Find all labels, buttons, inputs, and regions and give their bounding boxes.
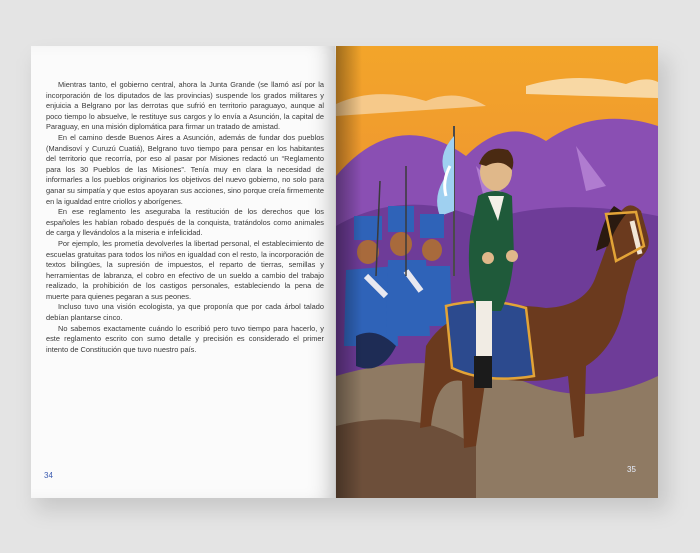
paragraph: Mientras tanto, el gobierno central, ahora la Junta Grande (se llamó así por la incorporación de los diputados de las provincias) suspende los grados militares y enjuicia a Belgrano por las derrotas que sufrió en territorio paraguayo, aunque al poco tiempo lo absuelve, le restituye sus cargos y lo envía a Asunción, la capital de Paraguay, en una misión diplomática para firmar un tratado de amistad.	[46, 80, 324, 132]
paragraph: Por ejemplo, les prometía devolverles la libertad personal, el establecimiento de escuelas gratuitas para todos los niños en igualdad con el resto, la incorporación de textos bilingües, la supresión de impuestos, el reparto de tierras, semillas y herramientas de labranza, el cobro en efectivo de un sueldo a cambio del trabajo realizado, la prohibición de los castigos personales, estableciendo la pena de muerte para quienes pegaran a sus peones.	[46, 238, 324, 301]
paragraph: No sabemos exactamente cuándo lo escribió pero tuvo tiempo para hacerlo, y este reglamento escrito con sumo detalle y precisión es considerado el primer intento de Constitución que tuvo nuestro país.	[46, 323, 324, 354]
page-number-right: 35	[627, 465, 636, 474]
page-number-left: 34	[44, 471, 53, 480]
paragraph: En el camino desde Buenos Aires a Asunción, además de fundar dos pueblos (Mandisoví y Curuzú Cuatiá), Belgrano tuvo tiempo para pensar en los habitantes del territorio que recorría, por eso al pasar por Misiones redactó un “Reglamento para los 30 Pueblos de las Misiones”. Tenía muy en clara la necesidad de informarles a los pueblos originarios los objetivos del nuevo gobierno, no solo para ganar su simpatía y que estos apoyaran sus acciones, sino porque creía firmemente en la igualdad entre criollos y aborígenes.	[46, 132, 324, 206]
illustration	[336, 46, 658, 498]
paragraph: En ese reglamento les aseguraba la restitución de los derechos que los españoles les habían robado después de la conquista, tratándolos como animales de carga y llevándolos a la miseria e infelicidad.	[46, 207, 324, 238]
left-page-text	[46, 80, 324, 355]
right-page-illustration	[336, 46, 658, 498]
paragraph: Incluso tuvo una visión ecologista, ya que proponía que por cada árbol talado debían plantarse cinco.	[46, 302, 324, 323]
